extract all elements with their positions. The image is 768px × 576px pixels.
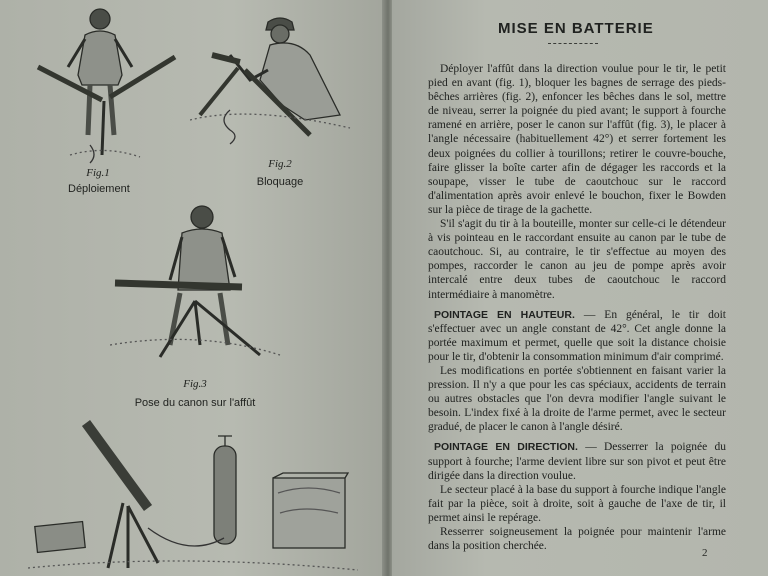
figure-3-label — [110, 378, 280, 409]
paragraph-1: Déployer l'affût dans la direction voulue pour le tir, le petit pied en avant (fig. 1), bloquer les bagnes de serrage des pieds-bêches arrières (fig. 2), enfoncer les bêches dans le sol, mettre de niveau, serrer la poignée du pied avant; le support à fourche ramené en arrière, poser le canon sur l'affût (fig. 3), le placer à l'angle nécessaire (habituellement 42°) et serrer fortement les deux poignées du collier à tourillons; retirer le couvre-bouche, faire glisser la boîte carter afin de dégager les raccords et la soupape, visser le tube de caoutchouc sur le raccord d'alimentation après avoir enlevé le bouchon, fixer le Bowden sur la pièce de tirage de la gachette. — [428, 63, 726, 216]
figure-1-label — [68, 167, 128, 195]
figure-1-caption: Déploiement — [68, 183, 130, 195]
section-2-text: — Desserrer la poignée du support à fourche; l'arme devient libre sur son pivot et peut être dirigée dans la direction voulue. — [428, 441, 726, 482]
paragraph-6: Le secteur placé à la base du support à fourche indique l'angle fait par la pièce, soit à droite, soit à gauche de l'axe de tir, il permet ainsi le repérage. — [428, 483, 726, 524]
body-text — [428, 62, 726, 553]
paragraph-2: S'il s'agit du tir à la bouteille, monter sur celle-ci le détendeur à vis pointeau en le raccordant ensuite au canon par le tube de caoutchouc. Si, au contraire, le tir s'effectue au moyen des pompes, raccorder le canon au jeu de pompe après avoir intercalé entre deux tubes de caoutchouc le raccord intermédiaire à manomètre. — [428, 218, 726, 301]
figure-1-number: Fig.1 — [86, 167, 110, 179]
page-title: MISE EN BATTERIE — [498, 20, 654, 37]
figure-2-illustration — [190, 10, 360, 160]
section-pointage-hauteur — [428, 308, 726, 364]
figure-3-illustration — [110, 205, 285, 375]
section-2-heading: POINTAGE EN DIRECTION. — [434, 441, 578, 454]
figure-2-number: Fig.2 — [268, 158, 292, 170]
figure-3-caption: Pose du canon sur l'affût — [134, 397, 256, 409]
page-number: 2 — [702, 547, 708, 559]
title-rule — [548, 43, 598, 44]
section-pointage-direction — [428, 440, 726, 482]
paragraph-7: Resserrer soigneusement la poignée pour maintenir l'arme dans la position cherchée. — [428, 526, 726, 553]
paragraph-4: Les modifications en portée s'obtiennent en faisant varier la pression. Il n'y a que pour les cas spéciaux, accidents de terrain ou autres obstacles que l'on devra modifier l'angle suivant le besoin. L'index fixé à la droite de l'arme permet, avec le secteur gradué, de placer le canon à l'angle désiré. — [428, 364, 726, 434]
figure-1-illustration — [30, 5, 185, 165]
figure-2-caption: Bloquage — [256, 176, 304, 188]
figure-2-label — [245, 158, 315, 188]
battery-illustration — [28, 418, 358, 576]
section-1-heading: POINTAGE EN HAUTEUR. — [434, 308, 575, 321]
figure-3-number: Fig.3 — [183, 378, 207, 390]
section-1-text: — En général, le tir doit s'effectuer avec un angle constant de 42°. Cet angle donne la portée maximum et permet, quelle que soit la distance choisie pour le tir, d'obtenir la consommation minimum d'air comprimé. — [428, 308, 726, 363]
